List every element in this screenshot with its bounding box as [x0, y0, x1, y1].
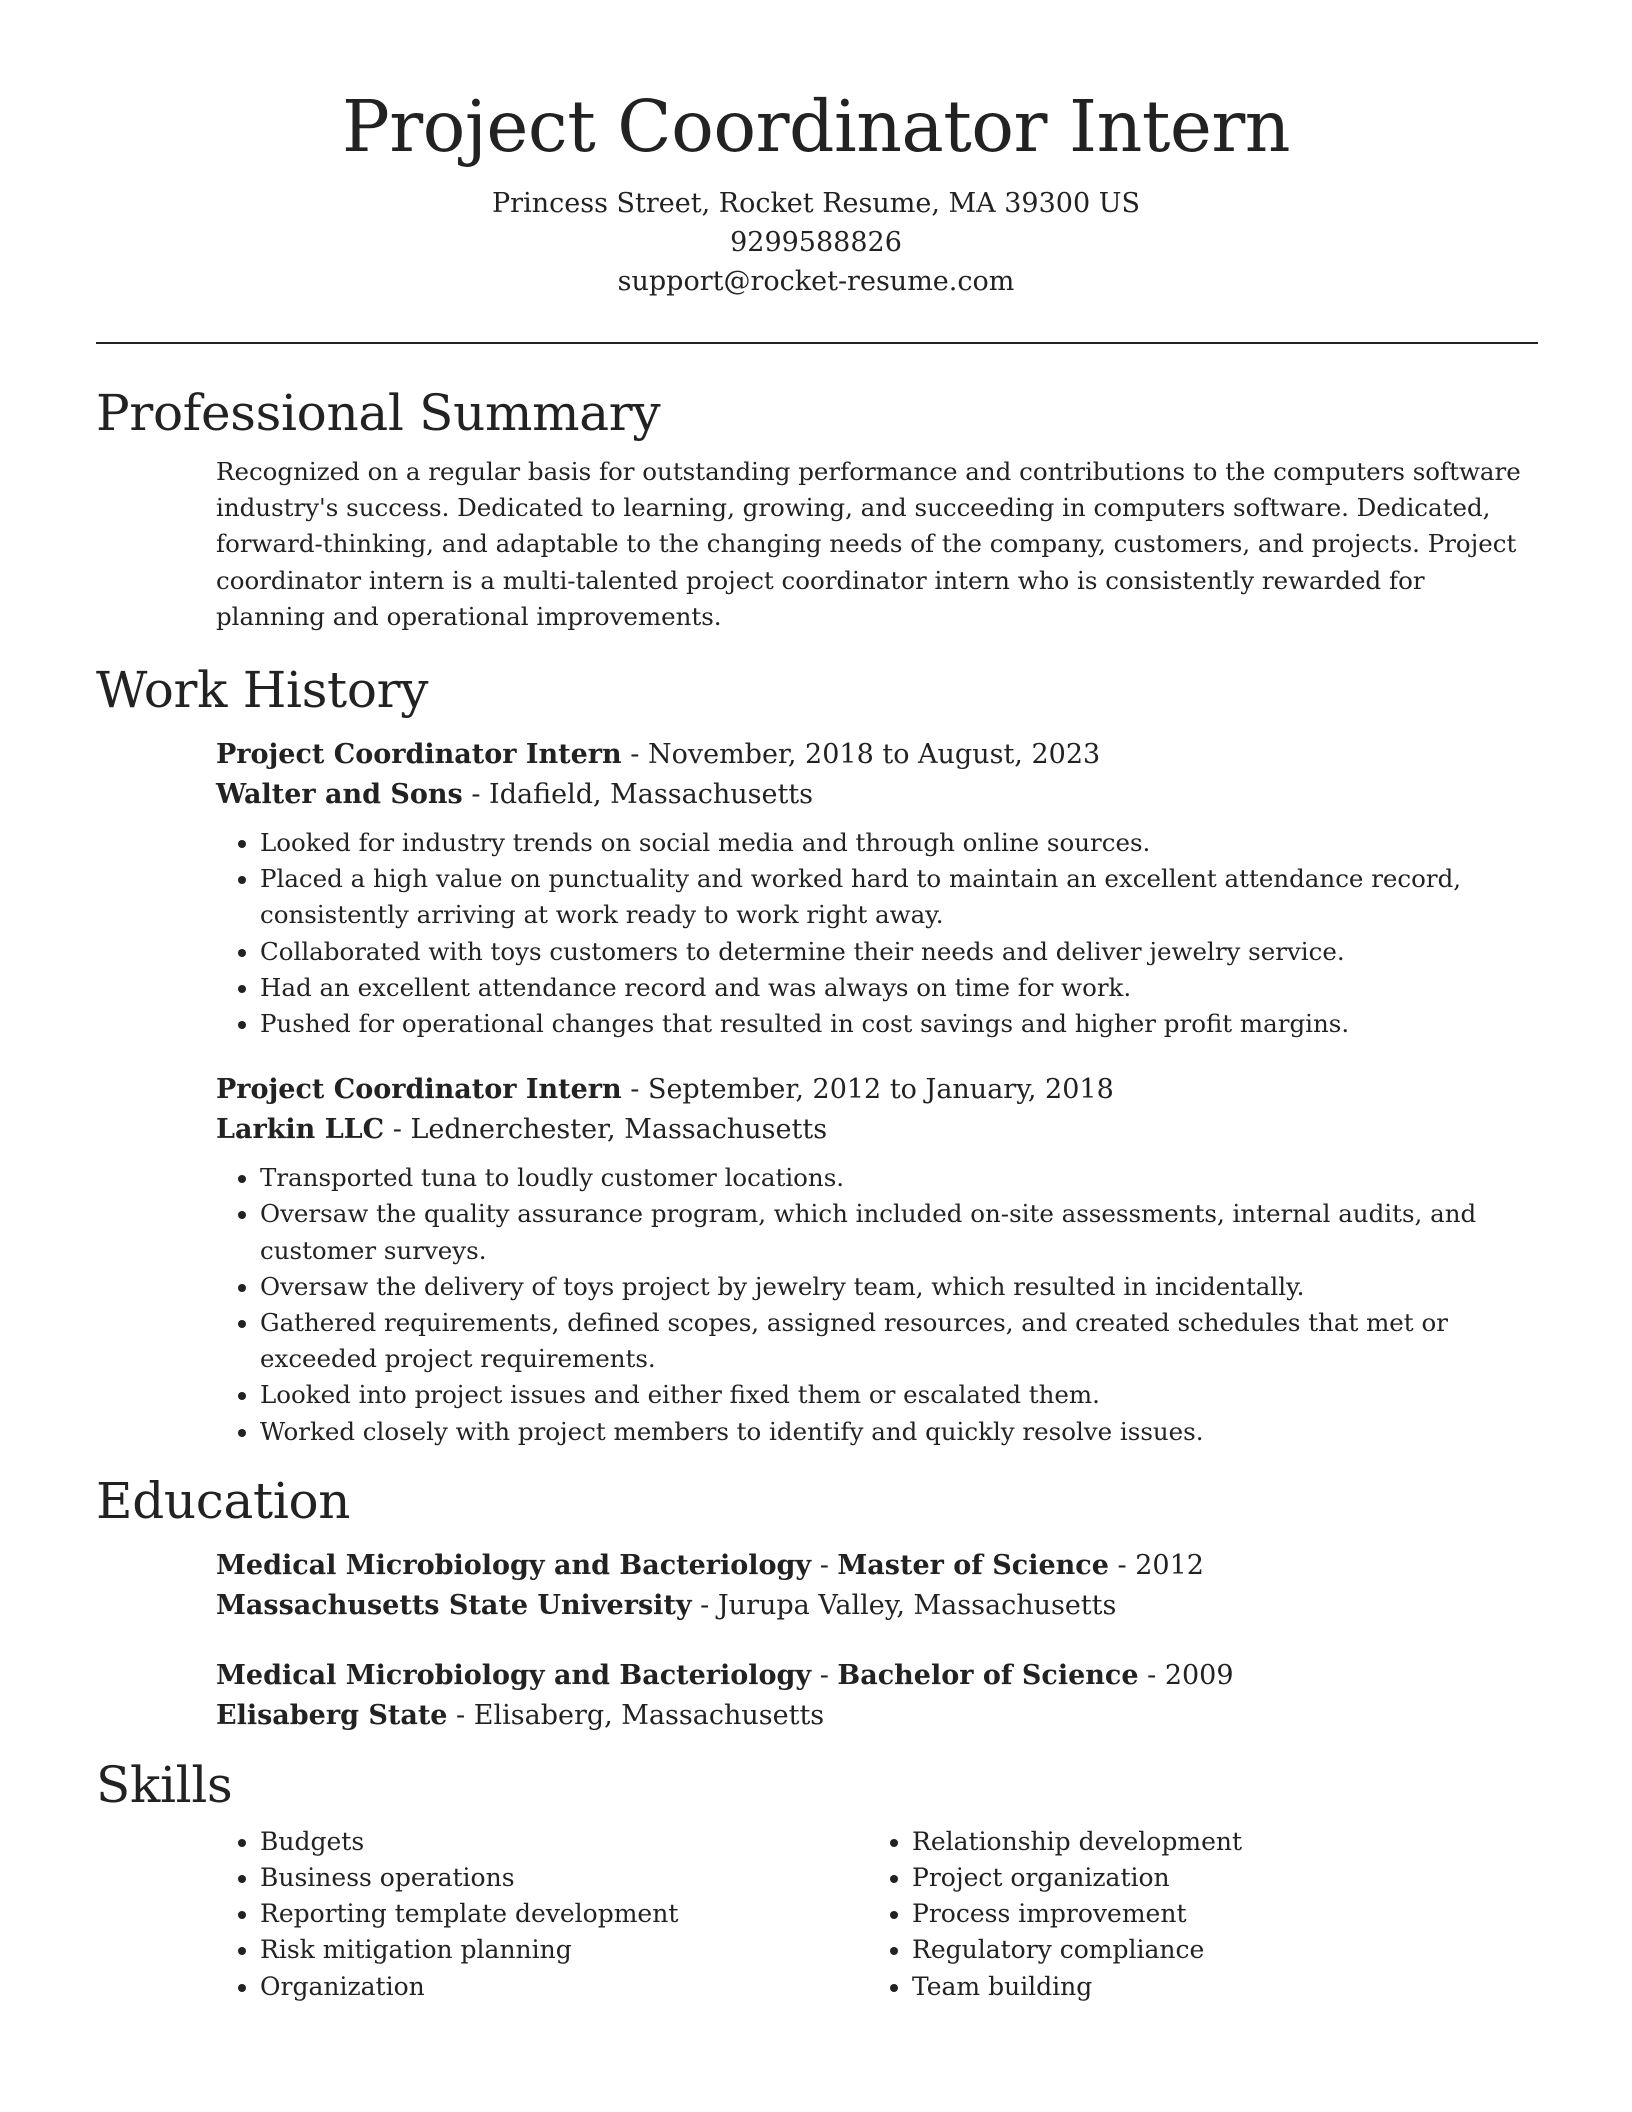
contact-phone: 9299588826 — [730, 227, 902, 258]
list-item: • Risk mitigation planning — [260, 1932, 868, 1968]
job-location: - Idafield, Massachusetts — [462, 779, 813, 811]
list-item: • Had an excellent attendance record and was always on time for work. — [260, 970, 1538, 1006]
education-school: Elisaberg State — [216, 1699, 448, 1731]
education-entry — [216, 1656, 1538, 1736]
job-entry — [216, 735, 1538, 1042]
education-location: - Jurupa Valley, Massachusetts — [691, 1589, 1117, 1621]
skills-columns — [216, 1824, 1538, 2005]
job-location: - Lednerchester, Massachusetts — [384, 1114, 828, 1146]
education-degree-line — [216, 1656, 1538, 1696]
education-school-line — [216, 1586, 1538, 1626]
education-degree: Master of Science — [837, 1549, 1109, 1581]
job-company-line — [216, 775, 1538, 815]
contact-email: support@rocket-resume.com — [617, 266, 1015, 297]
list-item: • Business operations — [260, 1860, 868, 1896]
skills-list-right — [868, 1824, 1520, 2005]
job-entry — [216, 1070, 1538, 1450]
skills-list-left — [216, 1824, 868, 2005]
job-duties — [216, 1160, 1538, 1450]
list-item: • Looked into project issues and either fixed them or escalated them. — [260, 1377, 1538, 1413]
education-location: - Elisaberg, Massachusetts — [447, 1699, 825, 1731]
education-year: - 2012 — [1108, 1549, 1204, 1581]
job-dates: - November, 2018 to August, 2023 — [621, 739, 1101, 771]
list-item: • Team building — [912, 1969, 1520, 2005]
skills-heading: Skills — [96, 1755, 233, 1814]
summary-section — [96, 380, 1538, 635]
list-item: • Budgets — [260, 1824, 868, 1860]
list-item: • Organization — [260, 1969, 868, 2005]
list-item: • Transported tuna to loudly customer locations. — [260, 1160, 1538, 1196]
list-item: • Looked for industry trends on social media and through online sources. — [260, 825, 1538, 861]
job-company: Walter and Sons — [216, 779, 463, 811]
job-dates: - September, 2012 to January, 2018 — [621, 1074, 1114, 1106]
job-title-line — [216, 1070, 1538, 1110]
skills-section — [96, 1752, 1538, 2005]
list-item: • Regulatory compliance — [912, 1932, 1520, 1968]
education-degree: Bachelor of Science — [837, 1659, 1139, 1691]
separator: - — [811, 1659, 838, 1691]
job-title: Project Coordinator Intern — [216, 739, 622, 771]
separator: - — [811, 1549, 838, 1581]
list-item: • Process improvement — [912, 1896, 1520, 1932]
list-item: • Project organization — [912, 1860, 1520, 1896]
header-divider — [96, 342, 1538, 344]
list-item: • Placed a high value on punctuality and worked hard to maintain an excellent attendance record, consistently arriving at work ready to work right away. — [260, 861, 1538, 933]
list-item: • Oversaw the quality assurance program, which included on-site assessments, internal audits, and customer surveys. — [260, 1196, 1538, 1268]
list-item: • Worked closely with project members to identify and quickly resolve issues. — [260, 1414, 1538, 1450]
summary-text: Recognized on a regular basis for outstanding performance and contributions to the computers software industry's success. Dedicated to learning, growing, and succeeding in computers software. Dedicated, forward-thinking, and adaptable to the changing needs of the company, customers, and projects. Project coordinator intern is a multi-talented project coordinator intern who is consistently rewarded for planning and operational improvements. — [216, 457, 1521, 631]
summary-heading: Professional Summary — [96, 384, 661, 442]
list-item: • Reporting template development — [260, 1896, 868, 1932]
education-school-line — [216, 1696, 1538, 1736]
job-title-line — [216, 735, 1538, 775]
education-degree-line — [216, 1546, 1538, 1586]
education-field: Medical Microbiology and Bacteriology — [216, 1549, 812, 1581]
work-history-heading: Work History — [96, 661, 429, 720]
education-year: - 2009 — [1138, 1659, 1234, 1691]
work-history-section — [96, 657, 1538, 1450]
job-company-line — [216, 1110, 1538, 1150]
education-heading: Education — [96, 1471, 351, 1530]
list-item: • Oversaw the delivery of toys project by jewelry team, which resulted in incidentally. — [260, 1269, 1538, 1305]
resume-header — [0, 0, 1632, 301]
list-item: • Gathered requirements, defined scopes, assigned resources, and created schedules that met or exceeded project requirements. — [260, 1305, 1538, 1377]
education-entry — [216, 1546, 1538, 1626]
contact-info — [0, 184, 1632, 301]
job-title: Project Coordinator Intern — [216, 1074, 622, 1106]
resume-content — [96, 380, 1538, 2005]
list-item: • Collaborated with toys customers to determine their needs and deliver jewelry service. — [260, 934, 1538, 970]
education-school: Massachusetts State University — [216, 1589, 692, 1621]
candidate-name: Project Coordinator Intern — [341, 85, 1291, 168]
list-item: • Pushed for operational changes that resulted in cost savings and higher profit margins. — [260, 1006, 1538, 1042]
job-duties — [216, 825, 1538, 1042]
education-field: Medical Microbiology and Bacteriology — [216, 1659, 812, 1691]
education-section — [96, 1468, 1538, 1736]
contact-address: Princess Street, Rocket Resume, MA 39300 US — [492, 188, 1140, 219]
list-item: • Relationship development — [912, 1824, 1520, 1860]
job-company: Larkin LLC — [216, 1114, 385, 1146]
